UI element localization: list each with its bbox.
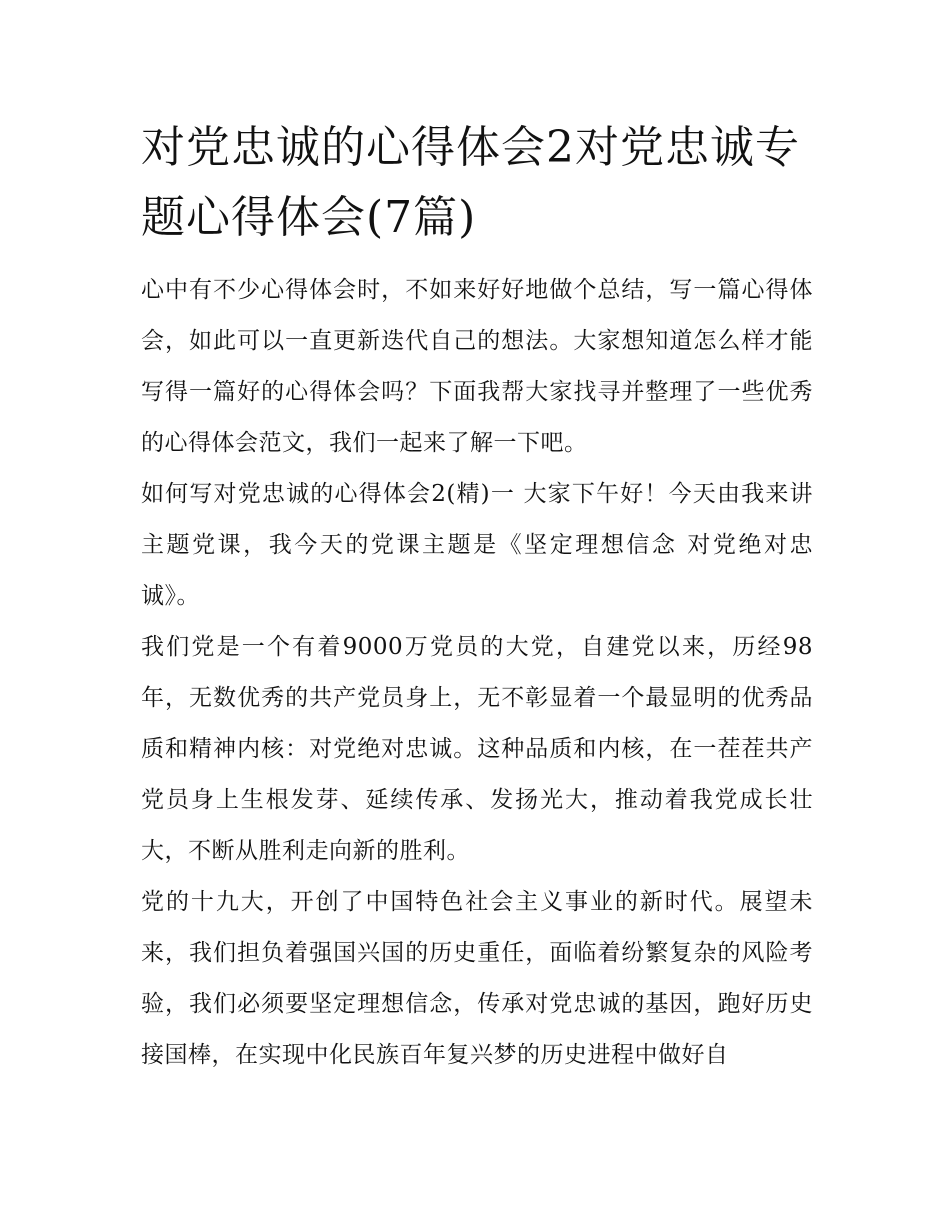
paragraph-new-era: 党的十九大，开创了中国特色社会主义事业的新时代。展望未来，我们担负着强国兴国的历史重任，面临着纷繁复杂的风险考验，我们必须要坚定理想信念，传承对党忠诚的基因，跑好历史接国棒，在实现中化民族百年复兴梦的历史进程中做好自 [141,889,813,1068]
document-body [141,113,813,1081]
paragraph-intro: 心中有不少心得体会时，不如来好好地做个总结，写一篇心得体会，如此可以一直更新迭代自己的想法。大家想知道怎么样才能写得一篇好的心得体会吗？下面我帮大家找寻并整理了一些优秀的心得体会范文，我们一起来了解一下吧。 [141,277,813,456]
paragraph-party-history: 我们党是一个有着9000万党员的大党，自建党以来，历经98年，无数优秀的共产党员身上，无不彰显着一个最显明的优秀品质和精神内核：对党绝对忠诚。这种品质和内核，在一茬茬共产党员身上生根发芽、延续传承、发扬光大，推动着我党成长壮大，不断从胜利走向新的胜利。 [141,634,813,864]
paragraph-opening: 如何写对党忠诚的心得体会2(精)一 大家下午好！今天由我来讲主题党课，我今天的党课主题是《坚定理想信念 对党绝对忠诚》。 [141,481,813,609]
document-title: 对党忠诚的心得体会2对党忠诚专题心得体会(7篇) [141,122,800,243]
